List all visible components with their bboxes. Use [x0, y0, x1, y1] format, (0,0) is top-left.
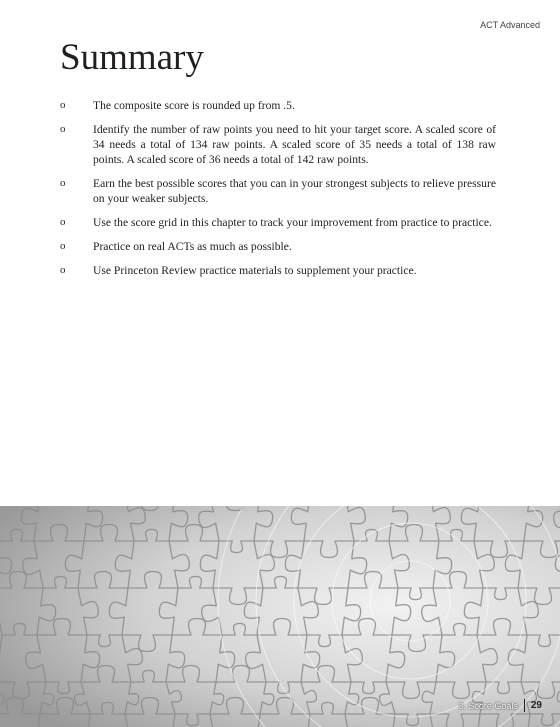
list-item-text: Earn the best possible scores that you can in your strongest subjects to relieve pressure on your weaker subjects.: [93, 177, 496, 205]
puzzle-pattern-graphic: [0, 506, 560, 727]
bullet-marker-icon: o: [60, 264, 66, 276]
bullet-marker-icon: o: [60, 216, 66, 228]
summary-list: [60, 98, 496, 287]
list-item-text: Use Princeton Review practice materials to supplement your practice.: [93, 264, 417, 277]
bullet-marker-icon: o: [60, 240, 66, 252]
bullet-marker-icon: o: [60, 99, 66, 111]
page-number: 29: [530, 700, 542, 711]
list-item: [60, 98, 496, 113]
list-item-text: Practice on real ACTs as much as possible.: [93, 240, 292, 253]
list-item: [60, 176, 496, 206]
page-title: Summary: [60, 37, 204, 78]
bullet-marker-icon: o: [60, 123, 66, 135]
page-footer: [458, 699, 542, 712]
running-head: ACT Advanced: [480, 20, 540, 30]
list-item-text: The composite score is rounded up from .5.: [93, 99, 295, 112]
list-item-text: Identify the number of raw points you need to hit your target score. A scaled score of 34 needs a total of 134 raw points. A scaled score of 35 needs a total of 138 raw points. A scaled score of 36 needs a total of 142 raw points.: [93, 123, 496, 166]
list-item-text: Use the score grid in this chapter to track your improvement from practice to practice.: [93, 216, 492, 229]
footer-chapter-label: 3. Score Goals: [458, 700, 518, 711]
bullet-marker-icon: o: [60, 177, 66, 189]
list-item: [60, 239, 496, 254]
list-item: [60, 215, 496, 230]
puzzle-background-image: [0, 506, 560, 727]
list-item: [60, 122, 496, 167]
list-item: [60, 263, 496, 278]
footer-divider: [524, 699, 525, 712]
